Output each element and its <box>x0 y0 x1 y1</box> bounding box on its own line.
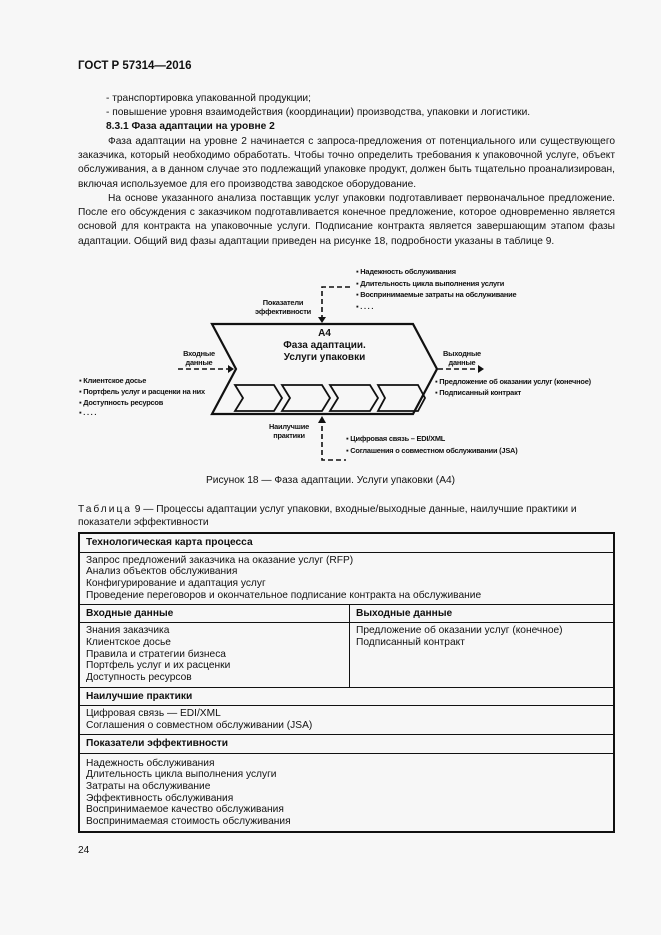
document-header: ГОСТ Р 57314—2016 <box>78 60 192 72</box>
figure-18 <box>0 265 661 465</box>
kpi-header: Показатели эффективности <box>79 734 614 753</box>
process-diagram <box>0 265 661 465</box>
figure-caption: Рисунок 18 — Фаза адаптации. Услуги упаковки (А4) <box>205 475 456 486</box>
table-caption: Таблица 9 — Процессы адаптации услуг упаковки, входные/выходные данные, наилучшие практики и показатели эффективности <box>78 504 577 528</box>
input-label: Входные данные <box>183 349 215 367</box>
kpi-cell: Надежность обслуживания Длительность цикла выполнения услуги Затраты на обслуживание Эффективность обслуживания Воспринимаемое качество обслуживания Воспринимаемая стоимость обслуживания <box>79 753 614 832</box>
kpi-list: ▪ Надежность обслуживания ▪ Длительность цикла выполнения услуги ▪ Воспринимаемые затраты на обслуживание ▪ . . . . <box>356 267 517 311</box>
inputs-header: Входные данные <box>79 604 350 623</box>
process-box-title: A4 Фаза адаптации. Услуги упаковки <box>283 328 366 363</box>
paragraph: На основе указанного анализа поставщик услуг упаковки подготавливает первоначальное предложение. После его обсуждения с заказчиком подготавливается конечное предложение, которое одновременно является основой для контракта на упаковочные услуги. Подписание контракта является завершающим этапом фазы адаптации. Общий вид фазы адаптации приведен на рисунке 18, подробности указаны в таблице 9. <box>78 193 615 247</box>
bullet-item: - транспортировка упакованной продукции; <box>106 93 311 104</box>
paragraph: Фаза адаптации на уровне 2 начинается с запроса-предложения от потенциального или существующего заказчика, который необходимо обработать. Чтобы точно определить требования к упаковочной услуге, объект обслуживания, а в данном случае это подлежащий упаковке продукт, должен быть тщательно проанализирован, включая используемое для его производства заводское оборудование. <box>78 136 615 190</box>
practices-header: Наилучшие практики <box>79 687 614 706</box>
page-number: 24 <box>78 845 90 856</box>
practices-label: Наилучшие практики <box>268 422 309 440</box>
inputs-cell: Знания заказчика Клиентское досье Правила и стратегии бизнеса Портфель услуг и их расценки Доступность ресурсов <box>79 623 350 688</box>
section-title: 8.3.1 Фаза адаптации на уровне 2 <box>106 121 275 132</box>
output-list: ▪ Предложение об оказании услуг (конечное) ▪ Подписанный контракт <box>435 377 591 397</box>
table-9 <box>78 532 615 833</box>
kpi-label: Показатели эффективности <box>255 298 311 316</box>
outputs-header: Выходные данные <box>350 604 615 623</box>
input-list: ▪ Клиентское досье ▪ Портфель услуг и расценки на них ▪ Доступность ресурсов ▪ . . . . <box>79 376 205 418</box>
process-map-cell: Запрос предложений заказчика на оказание услуг (RFP) Анализ объектов обслуживания Конфигурирование и адаптация услуг Проведение переговоров и окончательное подписание контракта на обслуживание <box>79 552 614 604</box>
practices-list: ▪ Цифровая связь – EDI/XML ▪ Соглашения о совместном обслуживании (JSA) <box>346 434 518 455</box>
bullet-item: - повышение уровня взаимодействия (координации) производства, упаковки и логистики. <box>106 107 531 118</box>
output-label: Выходные данные <box>443 349 481 367</box>
outputs-cell: Предложение об оказании услуг (конечное) Подписанный контракт <box>350 623 615 688</box>
practices-cell: Цифровая связь — EDI/XML Соглашения о совместном обслуживании (JSA) <box>79 706 614 734</box>
process-map-header: Технологическая карта процесса <box>79 533 614 552</box>
